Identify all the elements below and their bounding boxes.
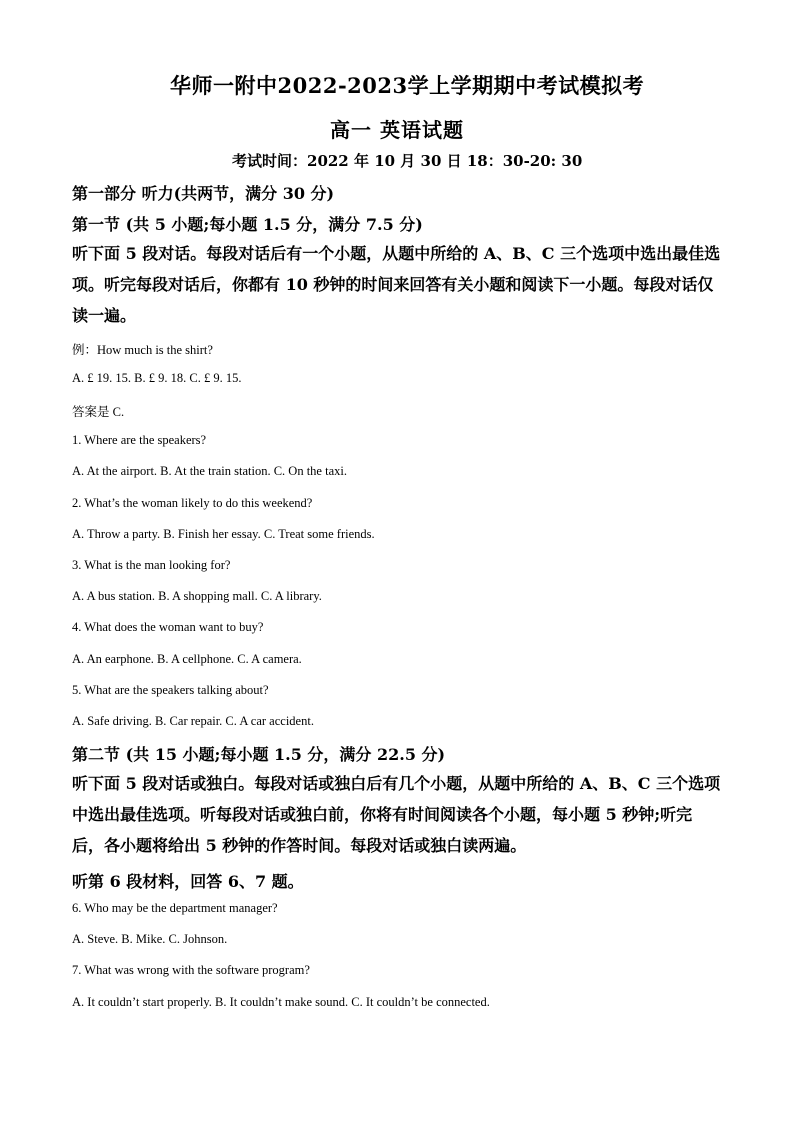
- question-4: 4. What does the woman want to buy?: [72, 620, 264, 634]
- question-1-options: A. At the airport. B. At the train station. C. On the taxi.: [72, 464, 347, 478]
- question-7: 7. What was wrong with the software program?: [72, 963, 310, 977]
- question-3-options: A. A bus station. B. A shopping mall. C. A library.: [72, 589, 322, 603]
- question-5-options: A. Safe driving. B. Car repair. C. A car accident.: [72, 714, 314, 728]
- question-2-options: A. Throw a party. B. Finish her essay. C. Treat some friends.: [72, 527, 375, 541]
- part1-heading: 第一部分 听力(共两节，满分 30 分): [72, 184, 335, 203]
- section2-instruction: 听下面 5 段对话或独白。每段对话或独白后有几个小题，从题中所给的 A、B、C 三个选项中选出最佳选项。听每段对话或独白前，你将有时间阅读各个小题，每小题 5 秒钟;听完后，各小题将给出 5 秒钟的作答时间。每段对话或独白读两遍。: [72, 774, 721, 855]
- material-6-heading: 听第 6 段材料，回答 6、7 题。: [72, 872, 304, 891]
- question-7-options: A. It couldn’t start properly. B. It couldn’t make sound. C. It couldn’t be connected.: [72, 995, 490, 1009]
- exam-subtitle: 高一 英语试题: [330, 118, 464, 142]
- question-1: 1. Where are the speakers?: [72, 433, 207, 447]
- section1-instruction: 听下面 5 段对话。每段对话后有一个小题，从题中所给的 A、B、C 三个选项中选出最佳选项。听完每段对话后，你都有 10 秒钟的时间来回答有关小题和阅读下一小题。每段对话仅读一遍。: [72, 244, 721, 325]
- exam-title: 华师一附中2022-2023学上学期期中考试模拟考: [170, 73, 645, 98]
- section2-heading: 第二节 (共 15 小题;每小题 1.5 分，满分 22.5 分): [72, 745, 446, 764]
- question-5: 5. What are the speakers talking about?: [72, 683, 269, 697]
- example-question: 例：How much is the shirt?: [72, 343, 213, 357]
- example-answer: 答案是 C.: [72, 405, 125, 419]
- question-6: 6. Who may be the department manager?: [72, 901, 278, 915]
- example-options: A. £ 19. 15. B. £ 9. 18. C. £ 9. 15.: [72, 371, 242, 385]
- question-3: 3. What is the man looking for?: [72, 558, 231, 572]
- question-4-options: A. An earphone. B. A cellphone. C. A camera.: [72, 652, 302, 666]
- question-6-options: A. Steve. B. Mike. C. Johnson.: [72, 932, 228, 946]
- question-2: 2. What’s the woman likely to do this weekend?: [72, 496, 313, 510]
- exam-time: 考试时间：2022 年 10 月 30 日 18：30-20: 30: [232, 152, 583, 170]
- section1-heading: 第一节 (共 5 小题;每小题 1.5 分，满分 7.5 分): [72, 215, 423, 234]
